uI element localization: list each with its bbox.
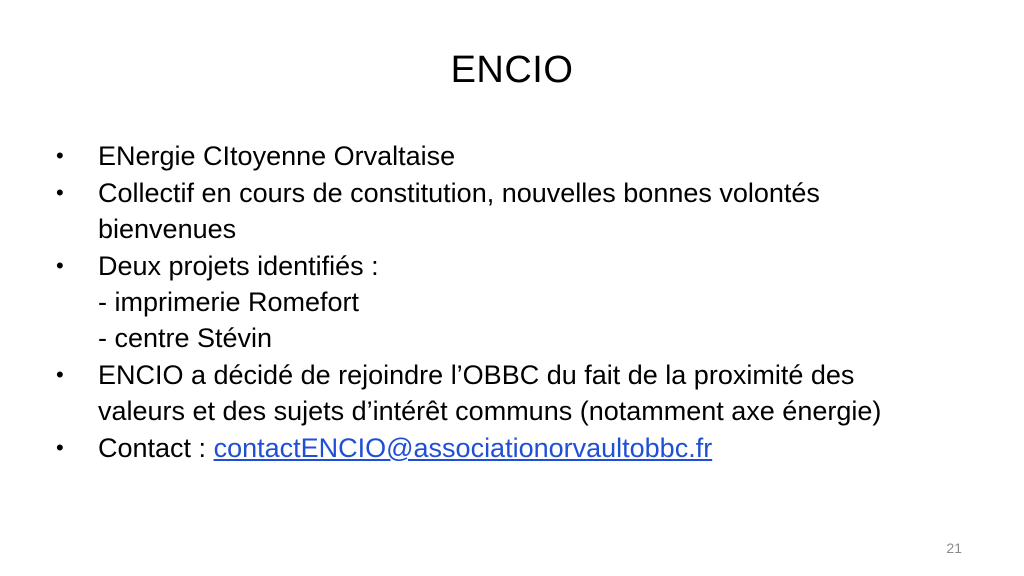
bullet-subitem: - centre Stévin (98, 323, 273, 353)
contact-line (98, 430, 996, 466)
bullet-text: Collectif en cours de constitution, nouvelles bonnes volontés (98, 178, 820, 208)
bullet-text: Deux projets identifiés : (98, 251, 379, 281)
contact-label: Contact : (98, 433, 214, 463)
bullet-list (56, 138, 996, 467)
bullet-text: bienvenues (98, 214, 237, 244)
bullet-text: ENergie CItoyenne Orvaltaise (98, 141, 456, 171)
bullet-dot-icon: • (56, 180, 64, 205)
bullet-dot-icon: • (56, 253, 64, 278)
bullet-item-obbc (56, 357, 996, 429)
bullet-text: valeurs et des sujets d’intérêt communs (notamment axe énergie) (98, 396, 882, 426)
bullet-item-encio-name (56, 138, 996, 174)
bullet-item-contact (56, 430, 996, 466)
bullet-item-collectif (56, 175, 996, 247)
bullet-subitem: - imprimerie Romefort (98, 287, 360, 317)
bullet-text: ENCIO a décidé de rejoindre l’OBBC du fait de la proximité des (98, 360, 855, 390)
bullet-dot-icon: • (56, 435, 64, 460)
slide-title: ENCIO (450, 49, 574, 91)
bullet-dot-icon: • (56, 362, 64, 387)
page-number: 21 (946, 540, 962, 556)
bullet-dot-icon: • (56, 143, 64, 168)
contact-email-link[interactable]: contactENCIO@associationorvaultobbc.fr (213, 433, 713, 463)
bullet-item-projets (56, 248, 996, 356)
